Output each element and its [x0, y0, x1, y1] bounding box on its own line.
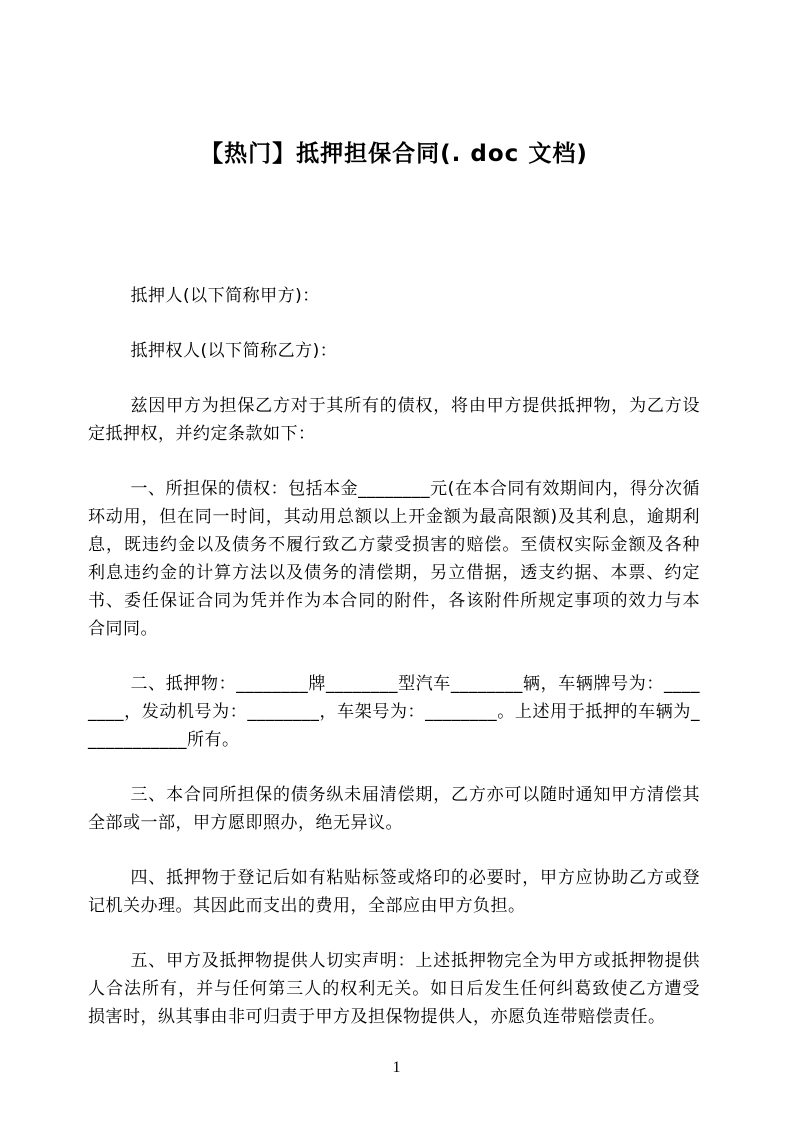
- paragraph: 二、抵押物：________牌________型汽车________辆，车辆牌号为：________，发动机号为：________，车架号为：________。上述用于抵押的车辆为____________所有。: [88, 674, 700, 750]
- document-title: 【热门】抵押担保合同(. doc 文档): [200, 141, 588, 167]
- paragraph: 五、甲方及抵押物提供人切实声明：上述抵押物完全为甲方或抵押物提供人合法所有，并与任何第三人的权利无关。如日后发生任何纠葛致使乙方遭受损害时，纵其事由非可归责于甲方及担保物提供人，亦愿负连带赔偿责任。: [88, 951, 700, 1027]
- paragraph: 兹因甲方为担保乙方对于其所有的债权，将由甲方提供抵押物，为乙方设定抵押权，并约定条款如下：: [88, 396, 700, 444]
- paragraph: 三、本合同所担保的债务纵未届清偿期，乙方亦可以随时通知甲方清偿其全部或一部，甲方愿即照办，绝无异议。: [88, 785, 700, 833]
- page-number: 1: [392, 1059, 401, 1076]
- paragraph: 一、所担保的债权：包括本金________元(在本合同有效期间内，得分次循环动用，但在同一时间，其动用总额以上开金额为最高限额)及其利息，逾期利息，既违约金以及债务不履行致乙方蒙受损害的赔偿。至债权实际金额及各种利息违约金的计算方法以及债务的清偿期，另立借据，透支约据、本票、约定书、委任保证合同为凭并作为本合同的附件，各该附件所规定事项的效力与本合同同。: [88, 479, 700, 639]
- paragraph: 抵押权人(以下简称乙方)：: [130, 341, 338, 361]
- paragraph: 抵押人(以下简称甲方)：: [130, 286, 320, 306]
- paragraph: 四、抵押物于登记后如有粘贴标签或烙印的必要时，甲方应协助乙方或登记机关办理。其因此而支出的费用，全部应由甲方负担。: [88, 868, 700, 916]
- document-body: [88, 282, 700, 1031]
